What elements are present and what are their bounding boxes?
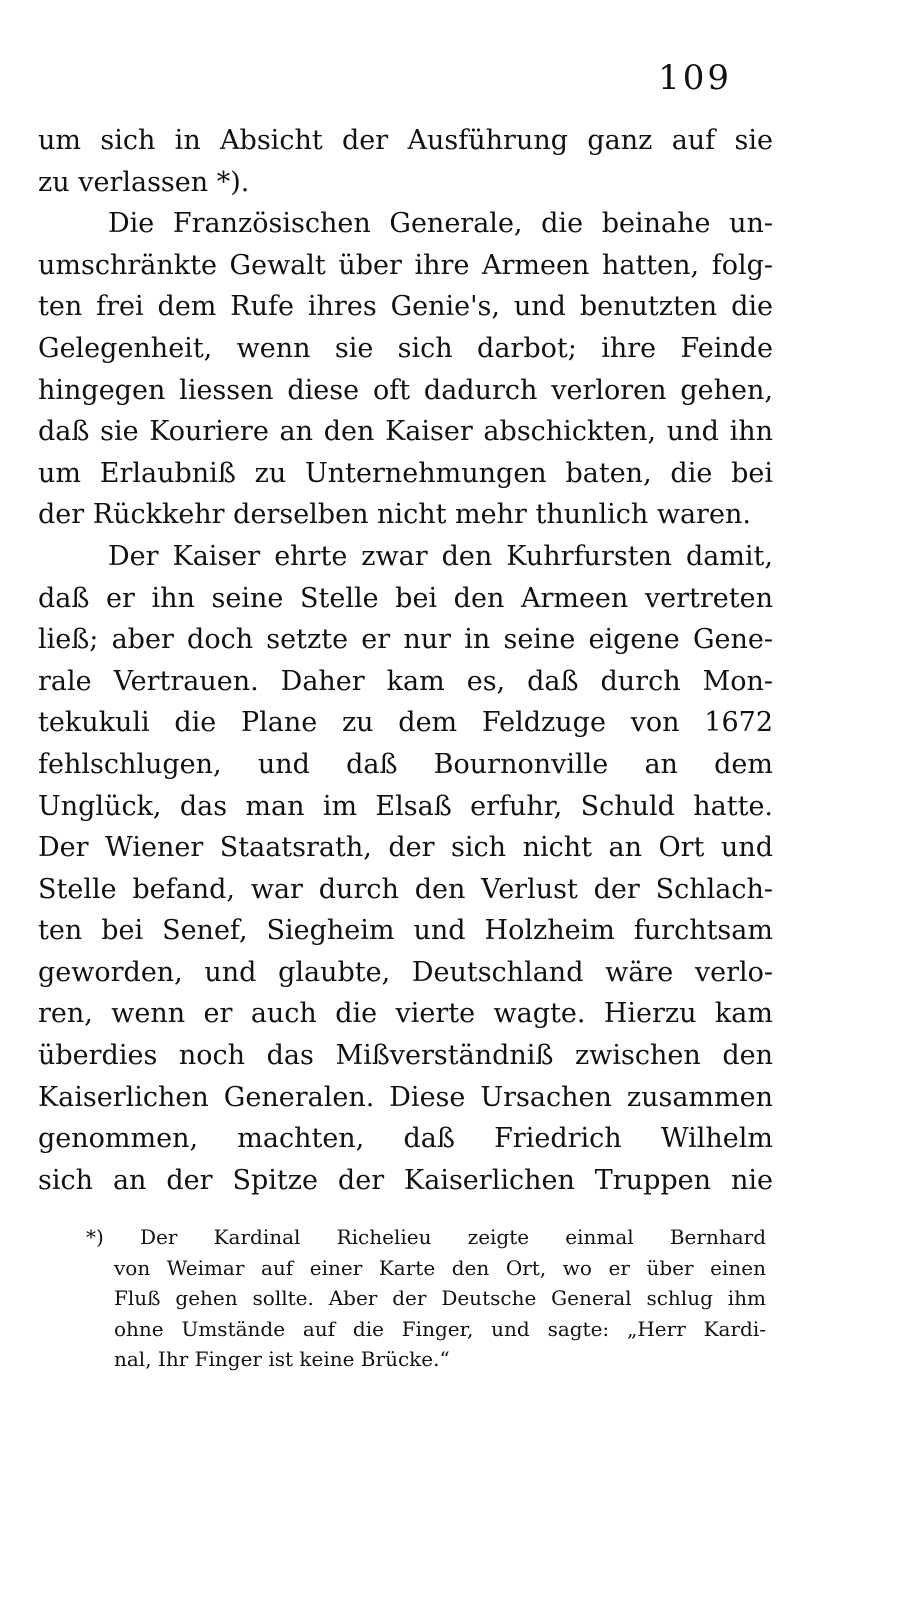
- text-line: überdies noch das Mißverständniß zwischen den: [38, 1040, 773, 1072]
- footnote-line: Fluß gehen sollte. Aber der Deutsche General schlug ihm: [114, 1286, 766, 1310]
- text-line: sich an der Spitze der Kaiserlichen Truppen nie: [38, 1164, 773, 1196]
- text-line: daß sie Kouriere an den Kaiser abschickten, und ihn: [38, 416, 773, 448]
- text-line: Stelle befand, war durch den Verlust der Schlach-: [38, 873, 773, 905]
- footnote-line: nal, Ihr Finger ist keine Brücke.“: [114, 1347, 450, 1371]
- text-line: Der Wiener Staatsrath, der sich nicht an Ort und: [38, 832, 773, 864]
- text-line: genommen, machten, daß Friedrich Wilhelm: [38, 1123, 773, 1155]
- text-line: geworden, und glaubte, Deutschland wäre verlo-: [38, 956, 773, 988]
- text-line: hingegen liessen diese oft dadurch verloren gehen,: [38, 374, 773, 406]
- text-line: fehlschlugen, und daß Bournonville an dem: [38, 748, 773, 780]
- text-line: umschränkte Gewalt über ihre Armeen hatten, folg-: [38, 249, 773, 281]
- text-line: Gelegenheit, wenn sie sich darbot; ihre Feinde: [38, 332, 773, 364]
- page-number: 109: [658, 58, 732, 98]
- text-line: tekukuli die Plane zu dem Feldzuge von 1672: [38, 707, 773, 739]
- text-line: zu verlassen *).: [38, 166, 250, 198]
- text-line: Die Französischen Generale, die beinahe un-: [108, 208, 773, 240]
- footnote: [86, 1222, 766, 1375]
- text-line: um sich in Absicht der Ausführung ganz auf sie: [38, 125, 773, 156]
- footnote-line: ohne Umstände auf die Finger, und sagte: „Herr Kardi-: [114, 1316, 766, 1341]
- text-line: der Rückkehr derselben nicht mehr thunlich waren.: [38, 499, 751, 531]
- text-line: Unglück, das man im Elsaß erfuhr, Schuld hatte.: [38, 790, 773, 822]
- footnote-line: von Weimar auf einer Karte den Ort, wo er über einen: [114, 1255, 766, 1280]
- text-line: daß er ihn seine Stelle bei den Armeen vertreten: [38, 582, 773, 614]
- text-line: ren, wenn er auch die vierte wagte. Hierzu kam: [38, 998, 773, 1030]
- footnote-line: *) Der Kardinal Richelieu zeigte einmal Bernhard: [86, 1225, 766, 1249]
- text-line: ten bei Senef, Siegheim und Holzheim furchtsam: [38, 915, 773, 947]
- text-line: Der Kaiser ehrte zwar den Kuhrfursten damit,: [108, 540, 773, 572]
- text-line: ten frei dem Rufe ihres Genie's, und benutzten die: [38, 291, 773, 323]
- text-line: ließ; aber doch setzte er nur in seine eigene Gene-: [38, 624, 773, 656]
- text-line: rale Vertrauen. Daher kam es, daß durch Mon-: [38, 665, 773, 697]
- main-text: [38, 120, 773, 1201]
- text-line: um Erlaubniß zu Unternehmungen baten, die bei: [38, 457, 773, 489]
- text-line: Kaiserlichen Generalen. Diese Ursachen zusammen: [38, 1081, 773, 1113]
